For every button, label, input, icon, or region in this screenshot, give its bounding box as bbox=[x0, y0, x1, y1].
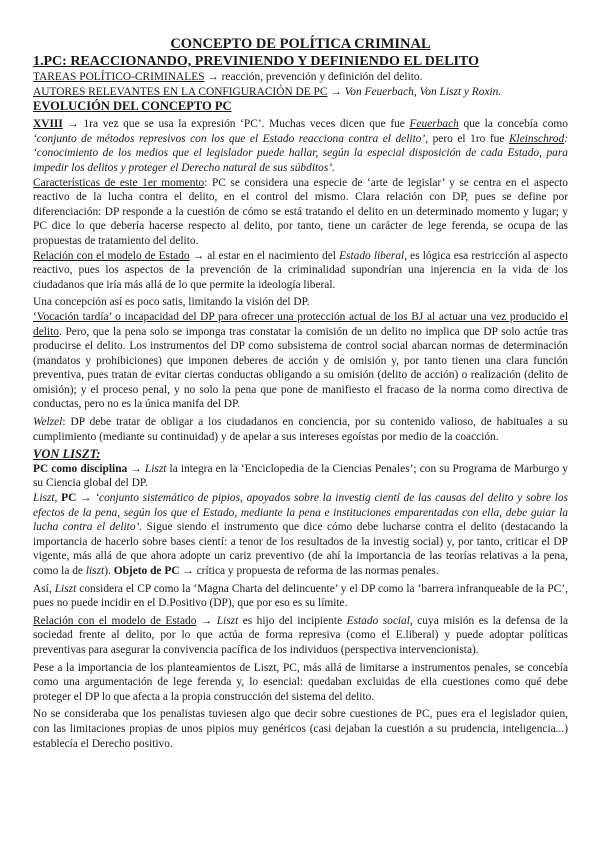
relacion-label: Relación con el modelo de Estado bbox=[33, 249, 190, 262]
estado-liberal: Estado liberal bbox=[339, 249, 405, 262]
author-liszt: Liszt bbox=[54, 582, 77, 595]
text-span: la integra en la ‘Enciclopedia de la Ciencias Penales’; con su Programa de Marburgo y su Ciencia global del DP. bbox=[33, 462, 568, 490]
arrow-icon: → bbox=[196, 614, 217, 627]
text-span: pero el 1ro fue bbox=[428, 132, 509, 145]
pc-disciplina-label: PC como disciplina bbox=[33, 462, 128, 475]
text-span: → 1ra vez que se usa la expresión ‘PC’. Muchas veces dicen que fue bbox=[62, 118, 410, 131]
caracteristicas-label: Características de este 1er momento bbox=[33, 176, 205, 189]
paragraph-magna-charta bbox=[33, 582, 568, 611]
arrow-icon: → bbox=[330, 85, 342, 98]
author-feuerbach: Feuerbach bbox=[409, 118, 459, 131]
autores-line bbox=[33, 85, 568, 100]
text-span: que la concebía como bbox=[458, 118, 568, 131]
author-liszt: Liszt, bbox=[33, 492, 62, 505]
arrow-icon: → bbox=[207, 71, 219, 83]
paragraph-concepcion: Una concepción así es poco satis, limitando la visión del DP. bbox=[33, 296, 310, 309]
tareas-text: reacción, prevención y definición del delito. bbox=[218, 71, 423, 83]
paragraph-liszt-definicion bbox=[33, 491, 568, 579]
arrow-icon: → bbox=[76, 492, 96, 505]
paragraph-xviii bbox=[33, 117, 568, 175]
text-span: : DP debe tratar de obligar a los ciudadanos en conciencia, por su contenido valioso, de habituales a su cumplimiento (mediante su continuidad) y de apelar a sus intereses egoístas por medio de la coacción. bbox=[33, 416, 568, 443]
text-span: considera el CP como la ‘Magna Charta del delincuente’ y el DP como la ‘barrera infranqueable de la PC’, pues no puede incidir en el D.Positivo (DP), que por eso es su límite. bbox=[33, 582, 568, 610]
text-span: es hijo del incipiente bbox=[238, 614, 347, 627]
paragraph-vocacion bbox=[33, 310, 568, 412]
century-label: XVIII bbox=[33, 118, 63, 131]
text-span: . Pero, que la pena solo se imponga tras constatar la comisión de un delito no implica que DP solo actúe tras producirse el delito. Los instrumentos del DP como subsistema de control social abarcan normas de determinación (mandatos y prohibiciones) que imponen deberes de acción y de omisión y, por tanto tienen una clara función preventiva, pues tratan de evitar ciertas conductas obligando a su omisión (delito de acción) o realización (delito de omisión); y el proceso penal, y no solo la pena que pone de manifiesto el fracaso de la norma como directiva de conductas, pero no es la única manifa del DP. bbox=[33, 325, 568, 411]
paragraph-relacion-estado-2 bbox=[33, 614, 568, 658]
text-span: → al estar en el nacimiento del bbox=[189, 249, 340, 262]
objeto-pc-label: Objeto de PC bbox=[113, 565, 180, 577]
tareas-label: TAREAS POLÍTICO-CRIMINALES bbox=[33, 71, 205, 83]
tareas-line bbox=[33, 70, 568, 85]
text-span: : PC se considera una especie de ‘arte de legislar’ y se centra en el aspecto reactivo de la lucha contra el delito, en el control del mismo. Clara relación con DP, pues se define por diferenciación: DP responde a la cuestión de cómo se está tratando el delito en un determinado momento y lugar; y PC dice lo que debería hacerse respecto al delito, por tanto, tiene un carácter de lege ferenda, se ocupa de las propuestas de tratamiento del delito. bbox=[33, 176, 568, 247]
evolucion-heading: EVOLUCIÓN DEL CONCEPTO PC bbox=[33, 99, 232, 114]
paragraph-pese: Pese a la importancia de los planteamientos de Liszt, PC, más allá de limitarse a instrumentos penales, se concebía como una argumentación de lege ferenda y, lo esencial: quedaban excluidas de ella cuestiones como qué debe proteger el DP lo que afecta a la propia construcción del sistema del delito. bbox=[33, 661, 568, 703]
author-welzel: Welzel bbox=[33, 416, 63, 429]
paragraph-relacion-estado-1 bbox=[33, 249, 568, 293]
vocacion-label: ‘Vocación tardía’ o incapacidad del DP para ofrecer una protección actual de los BJ al actuar una vez producido el delito bbox=[33, 310, 568, 338]
author-kleinschrod: Kleinschrod bbox=[508, 132, 565, 145]
definition-quote: ‘conjunto de métodos represivos con los que el Estado reacciona contra el delito’, bbox=[33, 132, 429, 145]
definition-quote: : ‘conocimiento de los medios que el legislador puede hallar, según la especial disposición de cada Estado, para impedir los delitos y proteger el Derecho natural de sus súbditos’. bbox=[33, 132, 568, 174]
text-span: ). bbox=[104, 565, 114, 577]
document-content bbox=[33, 36, 568, 751]
paragraph-caracteristicas bbox=[33, 176, 568, 249]
text-span: , cuya misión es la defensa de la sociedad frente al delito, por lo que actúa de forma represiva (como el E.liberal) y puede adoptar políticas preventivas para asegurar la convivencia pacífica de los individuos (perspectiva intervencionista). bbox=[33, 614, 569, 656]
author-liszt: Liszt bbox=[144, 462, 167, 475]
document-title: CONCEPTO DE POLÍTICA CRIMINAL bbox=[170, 36, 431, 52]
text-span: → crítica y propuesta de reforma de las normas penales. bbox=[179, 565, 439, 577]
autores-text: Von Feuerbach, Von Liszt y Roxin. bbox=[344, 85, 502, 98]
definition-quote: ‘conjunto sistemático de pipios, apoyados sobre la investig cientí de las causas del delito y sobre los efectos de la pena, según los que el Estado, mediante la pena e instituciones emparentadas con ella, debe guiar la lucha contra el delito’. bbox=[33, 492, 568, 534]
paragraph-welzel bbox=[33, 415, 568, 444]
estado-social: Estado social bbox=[346, 614, 410, 627]
arrow-icon: → bbox=[127, 462, 145, 475]
von-liszt-heading: VON LISZT: bbox=[33, 447, 101, 462]
pc-label: PC bbox=[61, 492, 77, 505]
paragraph-pc-disciplina bbox=[33, 462, 568, 491]
author-liszt: liszt bbox=[85, 565, 105, 577]
section-heading: 1.PC: REACCIONANDO, PREVINIENDO Y DEFINIENDO EL DELITO bbox=[33, 54, 479, 69]
relacion-label: Relación con el modelo de Estado bbox=[33, 614, 197, 627]
text-span: Sigue siendo el instrumento que dice cómo debe lucharse contra el delito (destacando la importancia de hacerlo sobre bases cientí: a tenor de los resultados de la investig social) y, por tanto, criticar el DP vigente, más allá de que ahora adopte un cariz preventivo (de ahí la importancia de las teorías relativas a la pena, como la de bbox=[33, 521, 568, 577]
autores-label: AUTORES RELEVANTES EN LA CONFIGURACIÓN DE PC bbox=[33, 85, 328, 98]
text-span: Así, bbox=[33, 582, 55, 595]
author-liszt: Liszt bbox=[216, 614, 239, 627]
paragraph-penalistas: No se consideraba que los penalistas tuviesen algo que decir sobre cuestiones de PC, pues era el legislador quien, con las limitaciones propias de unos pipios muy genéricos (casi dejaban la cuestión a su prudencia, inteligencia...) establecía el Derecho positivo. bbox=[33, 708, 568, 750]
text-span: , es lógica esa restricción al aspecto reactivo, pues los aspectos de la prevención de la criminalidad supondrían una injerencia en la vida de los ciudadanos que iría más allá de lo que permite la ideología liberal. bbox=[33, 249, 568, 291]
